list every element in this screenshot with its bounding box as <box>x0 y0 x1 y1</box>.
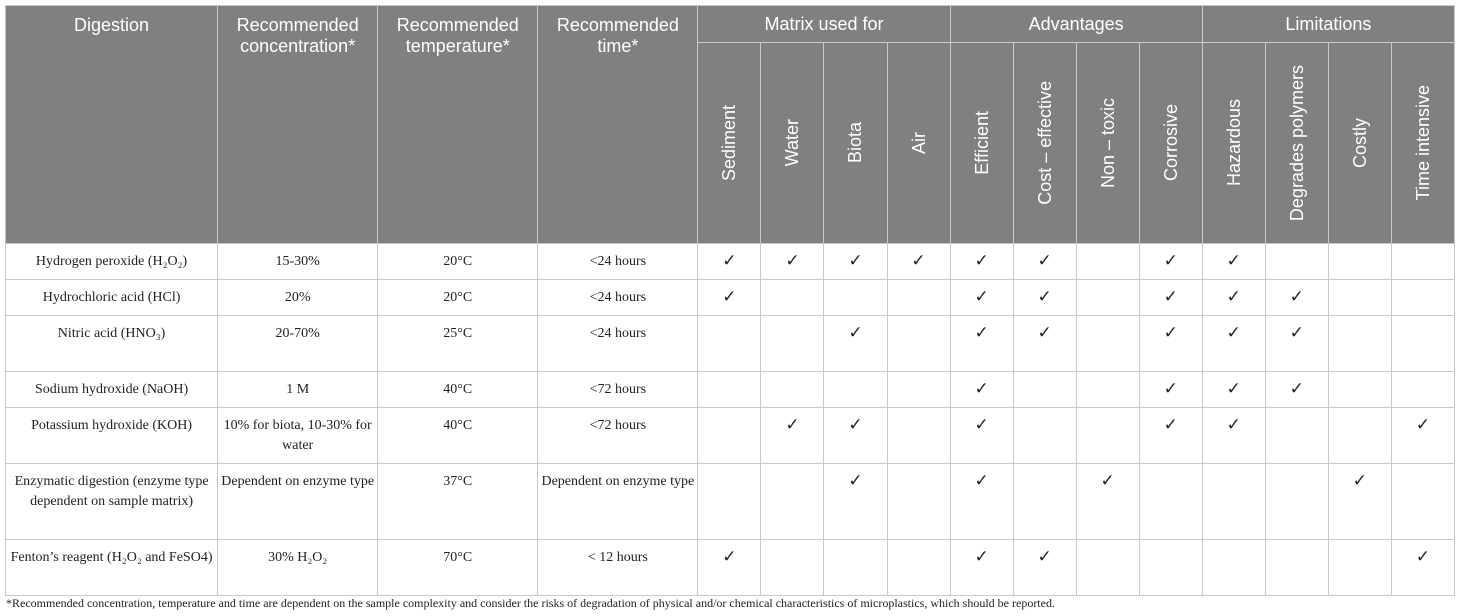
header-subcolumn <box>1391 43 1454 244</box>
empty-cell <box>1013 464 1076 540</box>
header-subcolumn <box>698 43 761 244</box>
empty-cell <box>1076 540 1139 596</box>
empty-cell <box>1391 244 1454 280</box>
time-cell: <24 hours <box>538 316 698 372</box>
temperature-cell: 20°C <box>378 244 538 280</box>
header-subcolumn-label: Water <box>782 119 803 167</box>
check-mark-cell: ✓ <box>824 316 887 372</box>
header-subcolumn <box>1076 43 1139 244</box>
table-header <box>6 6 1455 244</box>
check-mark-cell: ✓ <box>950 464 1013 540</box>
header-digestion: Digestion <box>6 6 218 244</box>
header-subcolumn-label: Costly <box>1349 117 1370 168</box>
header-subcolumn-label: Corrosive <box>1160 104 1181 182</box>
header-subcolumn <box>887 43 950 244</box>
temperature-cell: 25°C <box>378 316 538 372</box>
check-mark-cell: ✓ <box>1202 244 1265 280</box>
check-mark-cell: ✓ <box>761 408 824 464</box>
empty-cell <box>1328 408 1391 464</box>
table-body <box>6 244 1455 596</box>
check-mark-cell: ✓ <box>1139 316 1202 372</box>
empty-cell <box>1139 464 1202 540</box>
header-advantages-group: Advantages <box>950 6 1202 43</box>
header-subcolumn-label: Air <box>908 132 929 154</box>
check-mark-cell: ✓ <box>1013 316 1076 372</box>
check-mark-cell: ✓ <box>950 244 1013 280</box>
check-mark-cell: ✓ <box>950 316 1013 372</box>
check-mark-cell: ✓ <box>1202 372 1265 408</box>
header-time: Recommended time* <box>538 6 698 244</box>
empty-cell <box>887 372 950 408</box>
empty-cell <box>1265 244 1328 280</box>
empty-cell <box>887 540 950 596</box>
digestion-cell: Enzymatic digestion (enzyme type dependent on sample matrix) <box>6 464 218 540</box>
empty-cell <box>698 372 761 408</box>
check-mark-cell: ✓ <box>1013 244 1076 280</box>
check-mark-cell: ✓ <box>950 280 1013 316</box>
header-subcolumn-label: Sediment <box>719 104 740 182</box>
empty-cell <box>1139 540 1202 596</box>
header-concentration: Recommended concentration* <box>218 6 378 244</box>
empty-cell <box>1265 540 1328 596</box>
check-mark-cell: ✓ <box>887 244 950 280</box>
header-subcolumn-label: Non – toxic <box>1097 97 1118 189</box>
empty-cell <box>1076 280 1139 316</box>
empty-cell <box>761 316 824 372</box>
concentration-cell: 20% <box>218 280 378 316</box>
digestion-cell: Hydrochloric acid (HCl) <box>6 280 218 316</box>
header-subcolumn-label: Time intensive <box>1412 85 1433 201</box>
table-row <box>6 540 1455 596</box>
check-mark-cell: ✓ <box>1013 540 1076 596</box>
empty-cell <box>698 316 761 372</box>
header-limitations-group: Limitations <box>1202 6 1454 43</box>
check-mark-cell: ✓ <box>824 408 887 464</box>
table-row <box>6 408 1455 464</box>
check-mark-cell: ✓ <box>1265 280 1328 316</box>
empty-cell <box>1076 316 1139 372</box>
empty-cell <box>698 464 761 540</box>
check-mark-cell: ✓ <box>1202 408 1265 464</box>
check-mark-cell: ✓ <box>698 540 761 596</box>
check-mark-cell: ✓ <box>1391 408 1454 464</box>
time-cell: < 12 hours <box>538 540 698 596</box>
concentration-cell: 10% for biota, 10-30% for water <box>218 408 378 464</box>
empty-cell <box>1328 372 1391 408</box>
check-mark-cell: ✓ <box>1202 316 1265 372</box>
temperature-cell: 70°C <box>378 540 538 596</box>
check-mark-cell: ✓ <box>1139 372 1202 408</box>
concentration-cell: 20-70% <box>218 316 378 372</box>
header-matrix-group: Matrix used for <box>698 6 950 43</box>
check-mark-cell: ✓ <box>1076 464 1139 540</box>
empty-cell <box>1328 316 1391 372</box>
check-mark-cell: ✓ <box>761 244 824 280</box>
table-row <box>6 464 1455 540</box>
table-row <box>6 372 1455 408</box>
empty-cell <box>1391 372 1454 408</box>
check-mark-cell: ✓ <box>1265 372 1328 408</box>
empty-cell <box>761 540 824 596</box>
time-cell: <72 hours <box>538 372 698 408</box>
empty-cell <box>1328 244 1391 280</box>
table-row <box>6 244 1455 280</box>
empty-cell <box>887 464 950 540</box>
empty-cell <box>1013 408 1076 464</box>
check-mark-cell: ✓ <box>1139 280 1202 316</box>
empty-cell <box>1391 280 1454 316</box>
empty-cell <box>761 280 824 316</box>
header-subcolumn-label: Cost – effective <box>1034 81 1055 205</box>
digestion-cell: Potassium hydroxide (KOH) <box>6 408 218 464</box>
temperature-cell: 40°C <box>378 372 538 408</box>
empty-cell <box>1265 408 1328 464</box>
digestion-cell: Nitric acid (HNO₃) <box>6 316 218 372</box>
header-temperature: Recommended temperature* <box>378 6 538 244</box>
temperature-cell: 37°C <box>378 464 538 540</box>
header-subcolumn <box>1265 43 1328 244</box>
time-cell: <24 hours <box>538 244 698 280</box>
table-row <box>6 280 1455 316</box>
table-row <box>6 316 1455 372</box>
empty-cell <box>824 372 887 408</box>
header-subcolumn-label: Degrades polymers <box>1286 64 1307 222</box>
empty-cell <box>1013 372 1076 408</box>
digestion-cell: Sodium hydroxide (NaOH) <box>6 372 218 408</box>
check-mark-cell: ✓ <box>950 408 1013 464</box>
header-subcolumn <box>761 43 824 244</box>
header-subcolumn <box>1202 43 1265 244</box>
header-subcolumn-label: Efficient <box>971 111 992 175</box>
check-mark-cell: ✓ <box>824 244 887 280</box>
check-mark-cell: ✓ <box>950 372 1013 408</box>
empty-cell <box>1391 464 1454 540</box>
check-mark-cell: ✓ <box>698 280 761 316</box>
empty-cell <box>824 280 887 316</box>
concentration-cell: 1 M <box>218 372 378 408</box>
check-mark-cell: ✓ <box>950 540 1013 596</box>
concentration-cell: 15-30% <box>218 244 378 280</box>
temperature-cell: 40°C <box>378 408 538 464</box>
temperature-cell: 20°C <box>378 280 538 316</box>
header-row-groups <box>6 6 1455 43</box>
time-cell: <72 hours <box>538 408 698 464</box>
empty-cell <box>1076 408 1139 464</box>
digestion-methods-table <box>5 5 1455 596</box>
empty-cell <box>1391 316 1454 372</box>
empty-cell <box>1076 244 1139 280</box>
time-cell: <24 hours <box>538 280 698 316</box>
check-mark-cell: ✓ <box>1391 540 1454 596</box>
empty-cell <box>1076 372 1139 408</box>
empty-cell <box>761 372 824 408</box>
header-subcolumn-label: Biota <box>845 122 866 164</box>
check-mark-cell: ✓ <box>1202 280 1265 316</box>
header-subcolumn <box>1328 43 1391 244</box>
empty-cell <box>887 316 950 372</box>
digestion-cell: Hydrogen peroxide (H₂O₂) <box>6 244 218 280</box>
empty-cell <box>1265 464 1328 540</box>
time-cell: Dependent on enzyme type <box>538 464 698 540</box>
digestion-cell: Fenton’s reagent (H₂O₂ and FeSO4) <box>6 540 218 596</box>
check-mark-cell: ✓ <box>698 244 761 280</box>
empty-cell <box>887 280 950 316</box>
check-mark-cell: ✓ <box>1013 280 1076 316</box>
header-subcolumn <box>1013 43 1076 244</box>
header-subcolumn-label: Hazardous <box>1223 99 1244 187</box>
check-mark-cell: ✓ <box>824 464 887 540</box>
empty-cell <box>1202 540 1265 596</box>
header-subcolumn <box>824 43 887 244</box>
check-mark-cell: ✓ <box>1265 316 1328 372</box>
concentration-cell: Dependent on enzyme type <box>218 464 378 540</box>
empty-cell <box>824 540 887 596</box>
check-mark-cell: ✓ <box>1139 244 1202 280</box>
check-mark-cell: ✓ <box>1139 408 1202 464</box>
empty-cell <box>1202 464 1265 540</box>
empty-cell <box>698 408 761 464</box>
empty-cell <box>1328 540 1391 596</box>
concentration-cell: 30% H₂O₂ <box>218 540 378 596</box>
header-subcolumn <box>950 43 1013 244</box>
header-subcolumn <box>1139 43 1202 244</box>
empty-cell <box>761 464 824 540</box>
empty-cell <box>887 408 950 464</box>
empty-cell <box>1328 280 1391 316</box>
table-footnote: *Recommended concentration, temperature and time are dependent on the sample complexity and consider the risks of degradation of physical and/or chemical characteristics of microplastics, which should be reported. <box>6 596 1055 610</box>
check-mark-cell: ✓ <box>1328 464 1391 540</box>
